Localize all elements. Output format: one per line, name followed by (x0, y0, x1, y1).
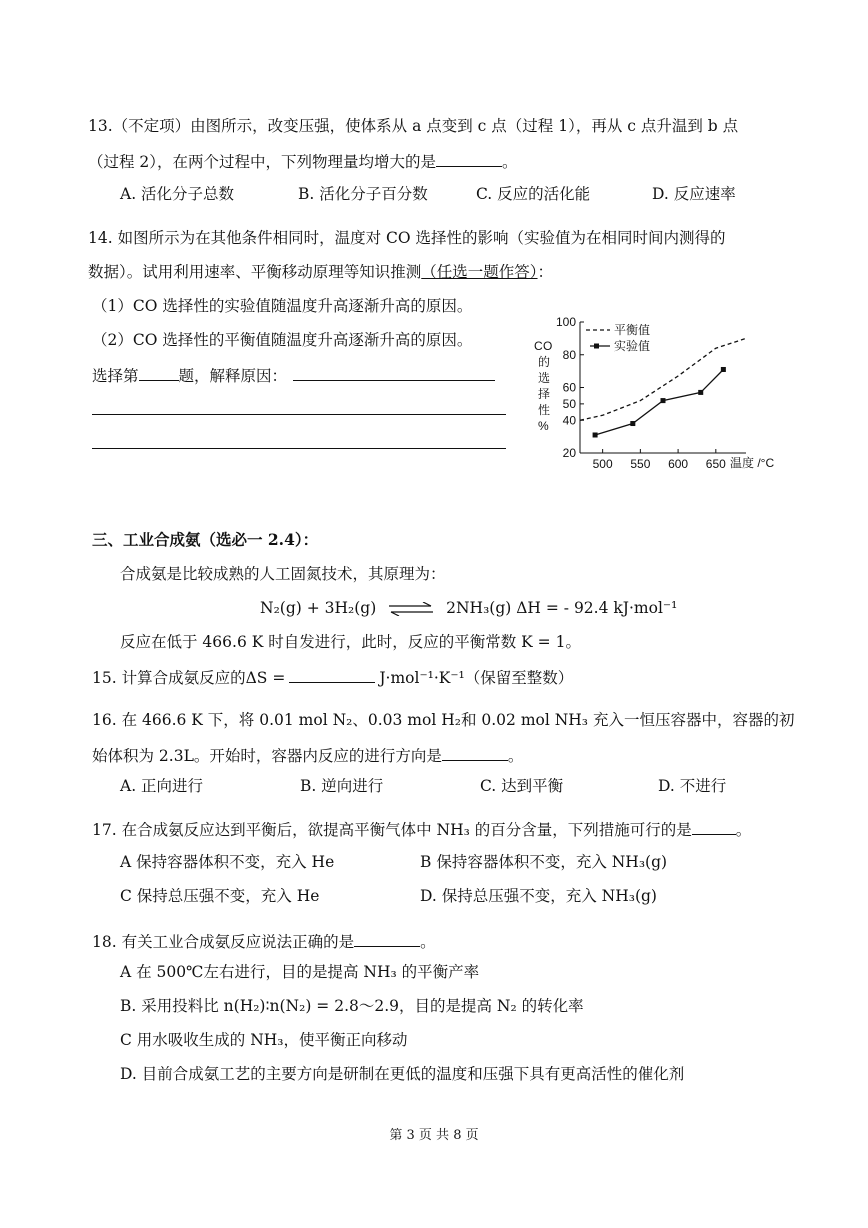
q18-answer-blank[interactable] (354, 930, 420, 947)
legend-experimental-marker (594, 344, 599, 349)
q17-option-d: D. 保持总压强不变，充入 NH₃(g) (420, 887, 657, 905)
q16-line2-text: 始体积为 2.3L。开始时，容器内反应的进行方向是 (92, 747, 442, 765)
experimental-point (698, 390, 703, 395)
ylabel-char: % (538, 419, 549, 433)
q16-line2-end: 。 (507, 747, 524, 765)
q16-answer-blank[interactable] (442, 744, 508, 761)
y-tick-label: 100 (555, 315, 576, 329)
x-tick-label: 600 (668, 457, 689, 470)
legend-experimental-label: 实验值 (614, 339, 651, 353)
equation-reactants: N₂(g) + 3H₂(g) (260, 599, 377, 617)
q17-option-a: A 保持容器体积不变，充入 He (120, 853, 335, 871)
q17-option-b: B 保持容器体积不变，充入 NH₃(g) (420, 853, 668, 871)
y-tick-label: 20 (562, 446, 576, 460)
q14-line1: 14. 如图所示为在其他条件相同时，温度对 CO 选择性的影响（实验值为在相同时间内测得的 (88, 229, 726, 247)
q14-answer-suffix: 题，解释原因： (178, 367, 288, 385)
synthesis-equation (260, 598, 677, 618)
y-tick-label: 60 (562, 380, 576, 395)
q13-answer-blank[interactable] (436, 150, 502, 167)
q16-option-b: B. 逆向进行 (300, 777, 384, 795)
q14-reason-blank-2[interactable] (92, 414, 506, 415)
y-tick-label: 50 (562, 396, 576, 411)
q13-option-d: D. 反应速率 (652, 185, 736, 203)
q15-unit: J·mol⁻¹·K⁻¹（保留至整数） (379, 669, 574, 687)
q17-end: 。 (735, 821, 752, 839)
q18-text: 18. 有关工业合成氨反应说法正确的是 (92, 933, 355, 951)
q16-option-a: A. 正向进行 (120, 777, 204, 795)
q13-line2 (88, 150, 518, 172)
q16-line1: 16. 在 466.6 K 下，将 0.01 mol N₂、0.03 mol H₂和 0.02 mol NH₃ 充入一恒压容器中，容器的初 (92, 711, 795, 729)
x-tick-label: 550 (630, 457, 651, 470)
section3-note: 反应在低于 466.6 K 时自发进行，此时，反应的平衡常数 K = 1。 (120, 633, 581, 651)
q18-option-d: D. 目前合成氨工艺的主要方向是研制在更低的温度和压强下具有更高活性的催化剂 (120, 1065, 685, 1083)
q15-answer-blank[interactable] (289, 666, 375, 683)
ylabel-char: C (534, 339, 543, 353)
series-layer (580, 338, 746, 437)
x-tick-label: 650 (705, 457, 726, 470)
q16-option-c: C. 达到平衡 (480, 777, 564, 795)
q14-sub1: （1）CO 选择性的实验值随温度升高逐渐升高的原因。 (92, 297, 473, 315)
q13-line2-end: 。 (502, 153, 518, 171)
section3-title: 三、工业合成氨（选必一 2.4）： (92, 530, 319, 549)
equation-products: 2NH₃(g) ΔH = - 92.4 kJ·mol⁻¹ (446, 599, 678, 617)
q18-option-b: B. 采用投料比 n(H₂)∶n(N₂) = 2.8～2.9，目的是提高 N₂ 的转化率 (120, 997, 584, 1015)
q15-text: 15. 计算合成氨反应的ΔS = (92, 669, 286, 687)
q17-line1 (92, 818, 751, 840)
q13-line1: 13.（不定项）由图所示，改变压强，使体系从 a 点变到 c 点（过程 1），再从 c 点升温到 b 点 (88, 117, 739, 135)
experimental-series-line (595, 370, 723, 436)
ylabel-char: O (543, 339, 553, 353)
q14-reason-blank-3[interactable] (92, 448, 506, 449)
q14-answer-line (92, 364, 495, 386)
x-tick-label: 500 (592, 457, 613, 470)
q16-line2 (92, 744, 523, 766)
ylabel-char: 选 (538, 371, 551, 385)
q18-end: 。 (420, 933, 436, 951)
q14-line2-end: ： (537, 263, 554, 281)
equilibrium-series-line (580, 338, 746, 420)
q13-line2-text: （过程 2），在两个过程中，下列物理量均增大的是 (88, 153, 437, 171)
q13-option-c: C. 反应的活化能 (476, 185, 591, 203)
section3-intro: 合成氨是比较成熟的人工固氮技术，其原理为： (120, 565, 446, 583)
ylabel-char: 的 (538, 355, 551, 369)
legend-equilibrium-label: 平衡值 (614, 323, 651, 337)
chart-legend (586, 322, 650, 353)
chart-ylabel (534, 339, 552, 433)
q14-sub2: （2）CO 选择性的平衡值随温度升高逐渐升高的原因。 (92, 331, 473, 349)
ylabel-char: 性 (538, 403, 551, 417)
q15-line (92, 666, 573, 688)
q14-line2-text: 数据）。试用利用速率、平衡移动原理等知识推测 (88, 263, 422, 281)
q16-option-d: D. 不进行 (658, 777, 727, 795)
q14-line2 (88, 262, 553, 282)
experimental-point (721, 367, 726, 372)
equilibrium-arrow-icon (387, 602, 435, 616)
q14-reason-blank-1[interactable] (293, 364, 495, 381)
q14-choose-one: （任选一题作答） (421, 263, 538, 281)
q14-answer-prefix: 选择第 (92, 367, 139, 385)
y-tick-label: 40 (562, 413, 576, 428)
q18-line1 (92, 930, 436, 952)
x-ticks (593, 449, 727, 470)
co-selectivity-chart (528, 310, 788, 470)
q14-choice-blank[interactable] (139, 364, 179, 381)
q17-answer-blank[interactable] (692, 818, 736, 835)
q18-option-a: A 在 500℃左右进行，目的是提高 NH₃ 的平衡产率 (120, 963, 480, 981)
q18-option-c: C 用水吸收生成的 NH₃，使平衡正向移动 (120, 1031, 408, 1049)
experimental-point (630, 421, 635, 426)
q17-option-c: C 保持总压强不变，充入 He (120, 887, 320, 905)
experimental-point (593, 432, 598, 437)
q13-option-b: B. 活化分子百分数 (298, 185, 428, 203)
y-tick-label: 80 (562, 347, 576, 362)
page-footer: 第 3 页 共 8 页 (389, 1128, 479, 1143)
q17-text: 17. 在合成氨反应达到平衡后，欲提高平衡气体中 NH₃ 的百分含量，下列措施可行的是 (92, 821, 692, 839)
q13-option-a: A. 活化分子总数 (120, 185, 235, 203)
chart-xlabel: 温度 /°C (730, 456, 775, 470)
ylabel-char: 择 (538, 387, 551, 401)
experimental-point (661, 398, 666, 403)
